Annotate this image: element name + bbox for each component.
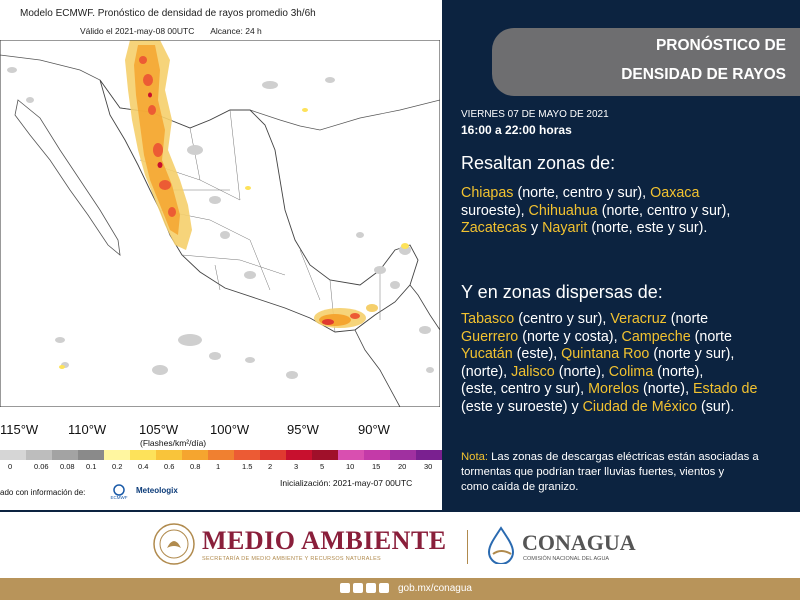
forecast-date: VIERNES 07 DE MAYO DE 2021 bbox=[461, 109, 609, 120]
lon-label-110: 110°W bbox=[68, 422, 107, 437]
highlight-zones-text bbox=[461, 185, 800, 238]
map-panel bbox=[0, 0, 443, 510]
social-icons bbox=[340, 583, 389, 593]
scale-tick-label: 1 bbox=[216, 462, 221, 471]
scale-tick-label: 20 bbox=[398, 462, 407, 471]
scale-swatch bbox=[364, 450, 390, 460]
logo-divider bbox=[467, 530, 468, 564]
conagua-drop-icon bbox=[483, 526, 519, 564]
scale-swatch bbox=[208, 450, 234, 460]
twitter-icon[interactable] bbox=[353, 583, 363, 593]
scale-tick-label: 0.6 bbox=[164, 462, 175, 471]
scattered-zones-text bbox=[461, 311, 800, 416]
scale-tick-label: 2 bbox=[268, 462, 273, 471]
scale-swatch bbox=[416, 450, 442, 460]
ecmwf-logo bbox=[107, 484, 131, 500]
scale-swatch bbox=[312, 450, 338, 460]
scale-tick-label: 0.06 bbox=[34, 462, 49, 471]
note-line: Nota: Las zonas de descargas eléctricas están asociadas a bbox=[461, 451, 759, 463]
highlight-line: Chiapas (norte, centro y sur), Oaxaca bbox=[461, 185, 700, 201]
lon-label-95: 95°W bbox=[287, 422, 319, 437]
scale-swatch bbox=[338, 450, 364, 460]
map-range: Alcance: 24 h bbox=[210, 26, 262, 36]
scale-swatch bbox=[156, 450, 182, 460]
scale-tick-label: 0.8 bbox=[190, 462, 201, 471]
highlight-line: Zacatecas y Nayarit (norte, este y sur). bbox=[461, 220, 708, 236]
facebook-icon[interactable] bbox=[340, 583, 350, 593]
map-valid-date: Válido el 2021-may-08 00UTC bbox=[80, 26, 195, 36]
scattered-line: Guerrero (norte y costa), Campeche (norte bbox=[461, 328, 732, 345]
medio-ambiente-subtitle: SECRETARÍA DE MEDIO AMBIENTE Y RECURSOS NATURALES bbox=[202, 556, 382, 562]
section-highlight-heading: Resaltan zonas de: bbox=[461, 153, 616, 173]
scale-swatch bbox=[182, 450, 208, 460]
scale-tick-label: 1.5 bbox=[242, 462, 253, 471]
section-scattered-heading: Y en zonas dispersas de: bbox=[461, 282, 663, 302]
title-line-1: PRONÓSTICO DE bbox=[655, 37, 786, 54]
scale-tick-label: 3 bbox=[294, 462, 299, 471]
scattered-line: (este, centro y sur), Morelos (norte), Estado de bbox=[461, 381, 758, 397]
scale-tick-label: 0.08 bbox=[60, 462, 75, 471]
lon-label-115: 115°W bbox=[0, 422, 39, 437]
scale-tick-label: 0.1 bbox=[86, 462, 97, 471]
medio-ambiente-logo-text: MEDIO AMBIENTE bbox=[202, 526, 447, 555]
scale-title: (Flashes/km²/día) bbox=[140, 438, 207, 448]
conagua-subtitle: COMISIÓN NACIONAL DEL AGUA bbox=[523, 556, 610, 562]
scale-swatch bbox=[78, 450, 104, 460]
youtube-icon[interactable] bbox=[379, 583, 389, 593]
scale-tick-label: 15 bbox=[372, 462, 381, 471]
title-line-2: DENSIDAD DE RAYOS bbox=[621, 66, 786, 83]
map-graphic bbox=[0, 40, 440, 407]
scale-tick-label: 5 bbox=[320, 462, 325, 471]
map-validity bbox=[80, 26, 276, 36]
gob-url-link[interactable]: gob.mx/conagua bbox=[398, 583, 472, 594]
scale-tick-label: 0 bbox=[8, 462, 13, 471]
init-label: Inicialización: 2021-may-07 00UTC bbox=[280, 478, 413, 488]
scale-swatch bbox=[390, 450, 416, 460]
scale-swatch bbox=[286, 450, 312, 460]
note-label: Nota: bbox=[461, 451, 489, 463]
scale-tick-label: 10 bbox=[346, 462, 355, 471]
scattered-line: Tabasco (centro y sur), Veracruz (norte bbox=[461, 311, 709, 327]
title-banner bbox=[492, 28, 800, 96]
scale-swatch bbox=[234, 450, 260, 460]
lon-label-105: 105°W bbox=[139, 422, 179, 437]
conagua-logo-text: CONAGUA bbox=[522, 530, 636, 555]
scale-swatch bbox=[130, 450, 156, 460]
ecmwf-label: ECMWF bbox=[110, 495, 128, 500]
forecast-hours: 16:00 a 22:00 horas bbox=[461, 123, 572, 137]
lon-label-100: 100°W bbox=[210, 422, 250, 437]
scale-swatch bbox=[0, 450, 26, 460]
scale-tick-label: 30 bbox=[424, 462, 433, 471]
scale-swatch bbox=[26, 450, 52, 460]
note-text bbox=[461, 450, 800, 494]
note-line: tormentas que podrían traer lluvias fuertes, vientos y bbox=[461, 465, 725, 478]
color-scale-bar bbox=[0, 450, 442, 460]
note-line: como caída de granizo. bbox=[461, 480, 579, 493]
lon-label-90: 90°W bbox=[358, 422, 390, 437]
scattered-line: Yucatán (este), Quintana Roo (norte y sur), bbox=[461, 346, 735, 362]
scale-swatch bbox=[52, 450, 78, 460]
lightning-map bbox=[0, 40, 440, 407]
scattered-line: (este y suroeste) y Ciudad de México (sur). bbox=[461, 398, 735, 415]
scattered-line: (norte), Jalisco (norte), Colima (norte), bbox=[461, 363, 704, 380]
scale-swatch bbox=[104, 450, 130, 460]
meteologix-logo: Meteologix bbox=[136, 486, 178, 495]
credits-text: ado con información de: bbox=[0, 488, 86, 497]
government-seal-icon bbox=[152, 522, 196, 566]
highlight-line: suroeste), Chihuahua (norte, centro y sur), bbox=[461, 202, 731, 219]
map-title: Modelo ECMWF. Pronóstico de densidad de rayos promedio 3h/6h bbox=[20, 8, 316, 19]
scale-swatch bbox=[260, 450, 286, 460]
scale-tick-label: 0.4 bbox=[138, 462, 149, 471]
instagram-icon[interactable] bbox=[366, 583, 376, 593]
scale-tick-label: 0.2 bbox=[112, 462, 123, 471]
